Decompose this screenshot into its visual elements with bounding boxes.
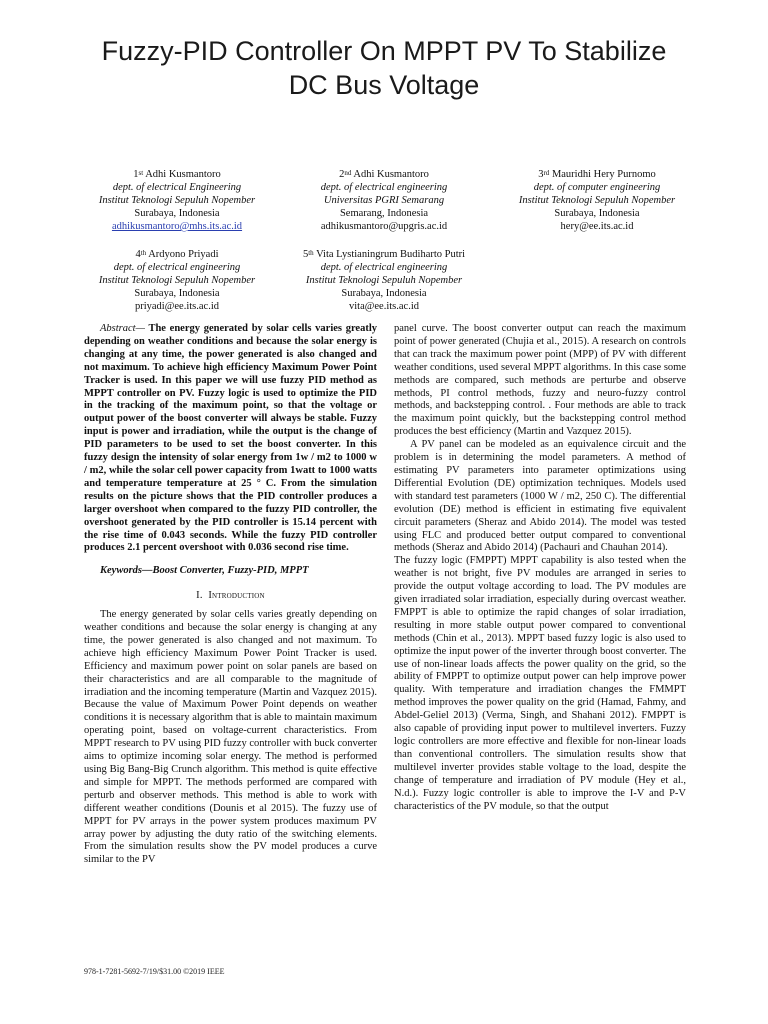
author-email: hery@ee.its.ac.id (560, 221, 634, 232)
author-name: Ardyono Priyadi (148, 249, 219, 260)
author-institution: Institut Teknologi Sepuluh Nopember (305, 275, 463, 286)
author-ordinal-suffix: th (140, 249, 147, 257)
author-city: Surabaya, Indonesia (134, 288, 220, 299)
keywords (84, 565, 377, 578)
author-name: Vita Lystianingrum Budiharto Putri (316, 249, 466, 260)
author-institution: Institut Teknologi Sepuluh Nopember (518, 195, 676, 206)
copyright-footer: 978-1-7281-5692-7/19/$31.00 ©2019 IEEE (84, 967, 225, 976)
author-ordinal: 3 (538, 169, 544, 180)
author-ordinal-suffix: rd (543, 169, 550, 177)
author-city: Surabaya, Indonesia (341, 288, 427, 299)
author-dept: dept. of electrical engineering (320, 262, 448, 273)
author-dept: dept. of electrical engineering (113, 262, 241, 273)
author-dept: dept. of electrical engineering (320, 182, 448, 193)
author-ordinal: 5 (302, 249, 309, 260)
author-ordinal: 2 (339, 169, 345, 180)
abstract-label: Abstract— (100, 323, 145, 334)
right-paragraph-3: The fuzzy logic (FMPPT) MPPT capability is also tested when the weather is not bright, five PV modules are arranged in series to provide the output voltage according to load. The PV modules are given irradiated solar irradiation, especially during overcast weather. FMPPT is able to optimize the rapid changes of solar irradiation, resulting in more stable output power compared to conventional methods (Chin et al., 2013). MPPT based fuzzy logic is also used to optimize the input power of the inverter through boost converter. The use of non-linear loads affects the power quality on the grid, so the ability of FMPPT to optimize output power can help improve power quality. With temperature and irradiation changes the FMMPT method improves the power quality on the grid (Hamad, Fahmy, and Abdel-Geliel 2013) (Verma, Singh, and Shahani 2012). FMPPT is also capable of providing input power to multilevel inverters. Fuzzy logic controllers are more effective and flexible for non-linear loads than conventional controllers. The simulation results show that multilevel inverter provides stable voltage to the load, despite the change of temperature and irradiation of PV module (Hey et al., N.d.). Fuzzy logic controller is able to improve the I-V and P-V characteristics of the PV module, so that the output (394, 555, 686, 812)
author-institution: Institut Teknologi Sepuluh Nopember (98, 275, 256, 286)
author-block-5 (264, 248, 504, 313)
author-city: Surabaya, Indonesia (134, 208, 220, 219)
abstract (84, 323, 377, 555)
author-ordinal-suffix: st (138, 169, 144, 177)
keywords-text: Boost Converter, Fuzzy-PID, MPPT (152, 565, 309, 577)
left-column (84, 323, 377, 867)
title-line-2: DC Bus Voltage (288, 70, 480, 100)
author-email: priyadi@ee.its.ac.id (134, 301, 219, 312)
author-ordinal: 1 (133, 169, 139, 180)
author-dept: dept. of electrical Engineering (112, 182, 242, 193)
author-name: Adhi Kusmantoro (145, 169, 221, 180)
author-block-2 (264, 168, 504, 233)
author-ordinal: 4 (135, 249, 141, 260)
author-email: adhikusmantoro@upgris.ac.id (320, 221, 448, 232)
author-ordinal-suffix: nd (344, 169, 352, 177)
author-email-link[interactable]: adhikusmantoro@mhs.its.ac.id (111, 221, 243, 232)
paper-title (60, 34, 708, 102)
abstract-text: The energy generated by solar cells varies greatly depending on weather conditions and because the solar energy is changing at any time, the power generated is also changed and not maximum. To achieve high efficiency Maximum Power Point Tracker is used. In this paper we will use fuzzy PID method as MPPT controller on PV. Fuzzy logic is used to optimize the PID in the tracking of the maximum point, so that the voltage or output power of the boost converter will always be stable. Fuzzy input is power and irradiation, while the output is the change of PID parameters to be used to set the boost converter. In this fuzzy design the intensity of solar energy from 1w / m2 to 1000 w / m2, while the solar cell power capacity from 1watt to 1000 watts and temperature temperature at 25 ° C. From the simulation results on the picture shows that the PID controller produces a larger overshoot when compared to the fuzzy PID controller, the overshoot generated by the PID controller is 15.14 percent with the rise time of 0.043 seconds. While the fuzzy PID controller produces 2.1 percent overshoot with 0.036 second rise time. (84, 323, 377, 554)
author-name: Adhi Kusmantoro (353, 169, 429, 180)
right-paragraph-1: panel curve. The boost converter output can reach the maximum point of power generated (Chujia et al., 2015). A research on controls that can track the maximum power point (MPP) of PV with different weather conditions, used several MPPT algorithms. In this case some methods are compared, such methods are perturbe and observe methods, PI control methods, fuzzy and neuro-fuzzy control methods, and backstepping control. . Four methods are able to track the maximum point quickly, but the backstepping control method produces the best efficiency (Martin and Vazquez 2015). (394, 323, 686, 438)
author-block-4 (57, 248, 297, 313)
author-ordinal-suffix: th (308, 249, 314, 257)
author-dept: dept. of computer engineering (533, 182, 661, 193)
title-line-1: Fuzzy-PID Controller On MPPT PV To Stabilize (101, 36, 667, 66)
author-city: Semarang, Indonesia (339, 208, 429, 219)
author-name: Mauridhi Hery Purnomo (551, 169, 656, 180)
right-column (394, 323, 686, 813)
section-title: Introduction (208, 590, 265, 602)
intro-paragraph-1: The energy generated by solar cells varies greatly depending on weather conditions and because the solar energy is changing at any time, the power generated is also changed and not maximum. To achieve high efficiency Maximum Power Point Tracker is used. Efficiency and maximum power point on solar panels are based on their characteristics and are all comparable to the magnitude of irradiation and the incoming temperature (Martin and Vazquez 2015). Because the value of Maximum Power Point depends on weather conditions it is necessary algorithm that is able to maintain maximum operating point, based on voltage-current characteristics. From MPPT research to PV using PID fuzzy controller with buck converter aims to optimize incoming solar energy. The method is performed using Big Bang-Big Crunch algorithm. This method is quite effective and simple for MPPT. The methods performed are compared with perturb and observer methods. This method is able to work with different weather conditions (Dounis et al 2015). The fuzzy use of MPPT for PV arrays in the power system produces maximum PV array power by adjusting the duty ratio of the switching elements. From the simulation results show the PV model produces a curve similar to the PV (84, 609, 377, 866)
author-block-3 (477, 168, 717, 233)
right-paragraph-2: A PV panel can be modeled as an equivalence circuit and the problem is in determining the model parameters. A method of estimating PV parameters into parameter optimizations using Differential Evolution (DE) optimization techniques. Models used with standard test parameters (1000 W / m2, 250 C). The differential evolution (DE) method is efficient in estimating five equivalent circuit parameters (Sheraz and Abido 2014). The model was tested using FLC and produced better output compared to conventional methods (Sheraz and Abido 2014) (Pachauri and Chauhan 2014). (394, 439, 686, 554)
author-institution: Institut Teknologi Sepuluh Nopember (98, 195, 256, 206)
author-email: vita@ee.its.ac.id (348, 301, 420, 312)
keywords-label: Keywords— (100, 565, 153, 577)
section-number: I. (196, 590, 203, 602)
author-block-1 (57, 168, 297, 233)
section-heading-introduction (84, 590, 377, 603)
author-institution: Universitas PGRI Semarang (323, 195, 445, 206)
author-city: Surabaya, Indonesia (554, 208, 640, 219)
